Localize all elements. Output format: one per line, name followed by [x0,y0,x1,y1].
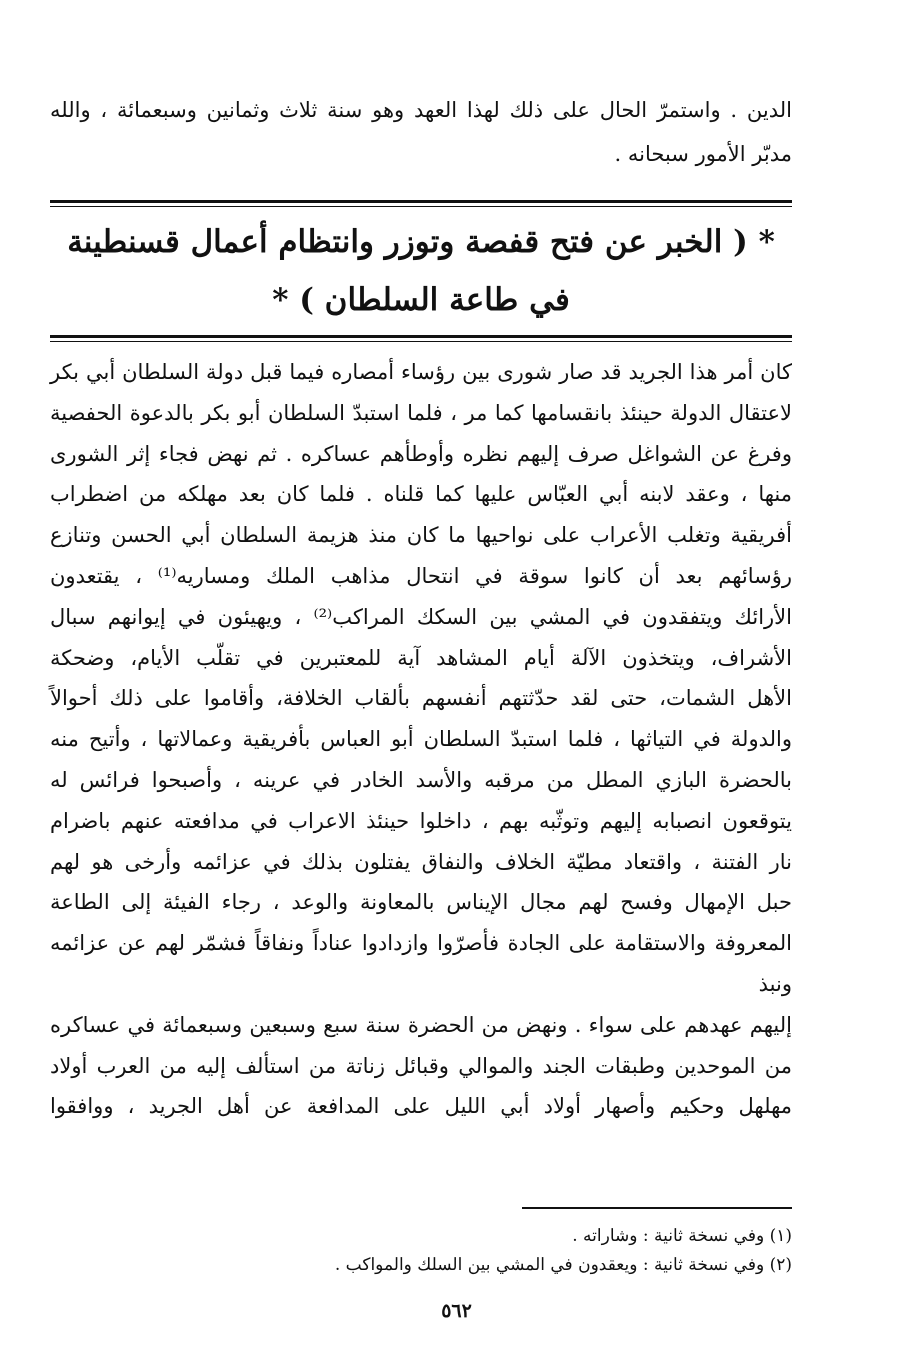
page-number: ٥٦٢ [441,1300,472,1322]
body-line: مهلهل وحكيم وأصهار أولاد أبي الليل على المدافعة عن أهل الجريد ، ووافقوا [50,1094,792,1119]
body-line: إليهم عهدهم على سواء . ونهض من الحضرة سنة سبع وسبعين وسبعمائة في عساكره [50,1012,792,1037]
intro-paragraph: الدين . واستمرّ الحال على ذلك لهذا العهد وهو سنة ثلاث وثمانين وسبعمائة ، والله مدبّر الأمور سبحانه . [50,98,792,166]
footnote-1: (١) وفي نسخة ثانية : وشاراته . [572,1226,792,1246]
section-heading: * ( الخبر عن فتح قفصة وتوزر وانتظام أعمال قسنطينة في طاعة السلطان ) * [67,224,775,318]
footnote-2: (٢) وفي نسخة ثانية : ويعقدون في المشي بين السلك والمواكب . [334,1255,792,1275]
body-line: يتوقعون انصبابه إليهم وتوثّبه بهم ، داخلوا حينئذ الاعراب في مدافعته عنهم باضرام [50,808,792,833]
heading-rule-bottom [50,335,792,338]
body-line: نار الفتنة ، واقتعاد مطيّة الخلاف والنفاق يفتلون بذلك في عزائمه وأرخى هو لهم [50,849,792,874]
body-line: حبل الإمهال وفسح لهم مجال الإيناس بالمعاونة والوعد ، رجاء الفيئة إلى الطاعة [50,890,792,915]
body-line: رؤسائهم بعد أن كانوا سوقة في انتحال مذاهب الملك ومساريه⁽¹⁾ ، يقتعدون [50,563,793,588]
heading-rule-top [50,200,792,203]
footnotes [50,1222,792,1280]
body-line: بالحضرة البازي المطل من مرقبه والأسد الخادر في عرينه ، وأصبحوا فرائس له [50,767,792,792]
body-line: الأرائك ويتفقدون في المشي بين السكك المراكب⁽²⁾ ، ويهيئون في إيوانهم سبال [50,604,792,629]
page-content [50,88,792,1127]
body-line: والدولة في التياثها ، فلما استبدّ السلطان أبو العباس بأفريقية وعمالاتها ، وأتيح منه [50,727,792,752]
body-line: منها ، وعقد لابنه أبي العبّاس عليها كما قلناه . فلما كان بعد مهلكه من اضطراب [50,482,792,507]
body-line: من الموحدين وطبقات الجند والموالي وقبائل زناتة من استألف إليه من العرب أولاد [50,1053,792,1078]
body-line: أفريقية وتغلب الأعراب على نواحيها ما كان منذ هزيمة السلطان أبي الحسن وتنازع [50,523,792,548]
body-line: المعروفة والاستقامة على الجادة فأصرّوا وازدادوا عناداً ونفاقاً فشمّر لهم عن عزائمه ونبذ [50,931,792,996]
body-line: كان أمر هذا الجريد قد صار شورى بين رؤساء أمصاره فيما قبل دولة السلطان أبي بكر [50,360,792,384]
body-line: الأهل الشمات، حتى لقد حدّثتهم أنفسهم بألقاب الخلافة، وأقاموا على ذلك أحوالاً [50,686,792,711]
body-line: الأشراف، ويتخذون الآلة أيام المشاهد آية للمعتبرين في تقلّب الأيام، وضحكة [50,645,792,670]
body-text [50,352,792,1127]
body-line: وفرغ عن الشواغل صرف إليهم نظره وأوطأهم عساكره . ثم نهض فجاء إثر الشورى [50,441,792,466]
footnote-separator [522,1207,792,1209]
body-line: لاعتقال الدولة حينئذ بانقسامها كما مر ، فلما استبدّ السلطان أبو بكر بالدعوة الحفصية [50,400,792,425]
